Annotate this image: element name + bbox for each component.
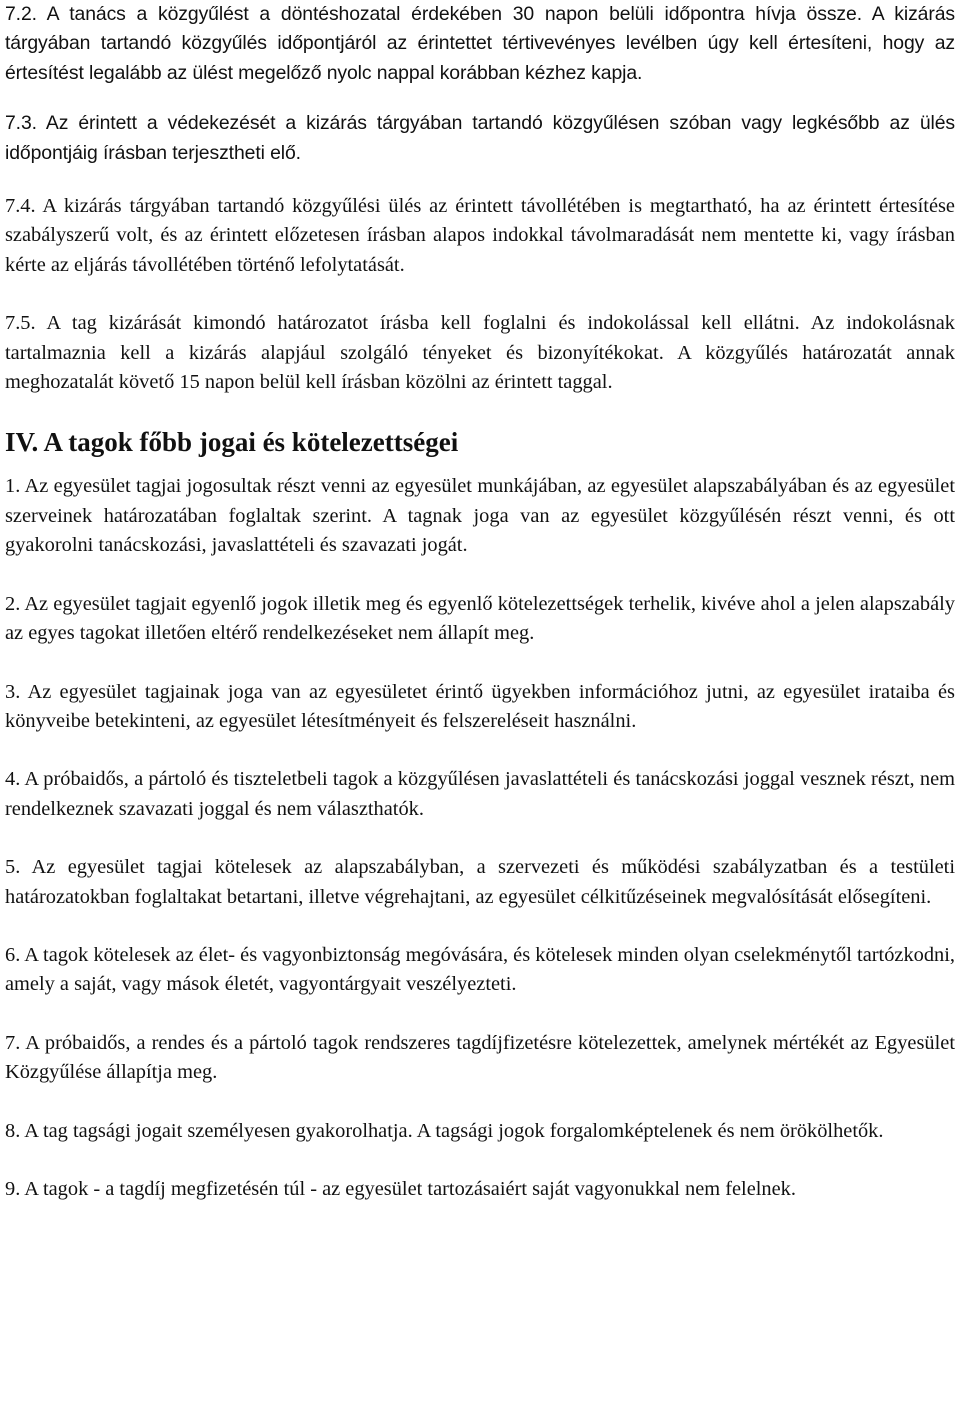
paragraph-7-2: 7.2. A tanács a közgyűlést a döntéshozatal érdekében 30 napon belüli időpontra hívja össze. A kizárás tárgyában tartandó közgyűlés időpontjáról az érintettet tértivevényes levélben úgy kell értesíteni, hogy az értesítést legalább az ülést megelőző nyolc nappal korábban kézhez kapja.	[5, 3, 955, 84]
rights-item-9: 9. A tagok - a tagdíj megfizetésén túl - az egyesület tartozásaiért saját vagyonukkal nem felelnek.	[5, 1177, 796, 1200]
rights-item-5: 5. Az egyesület tagjai kötelesek az alapszabályban, a szervezeti és működési szabályzatban és a testületi határozatokban foglaltakat betartani, illetve végrehajtani, az egyesület célkitűzéseinek megvalósítását elősegíteni.	[5, 856, 955, 908]
document-page	[5, 0, 955, 1204]
paragraph-7-4: 7.4. A kizárás tárgyában tartandó közgyűlési ülés az érintett távollétében is megtartható, ha az érintett értesítése szabályszerű volt, és az érintett előzetesen írásban alapos indokkal távolmaradását nem mentette ki, vagy írásban kérte az eljárás távollétében történő lefolytatását.	[5, 195, 955, 276]
paragraph-7-5: 7.5. A tag kizárását kimondó határozatot írásba kell foglalni és indokolással kell ellátni. Az indokolásnak tartalmaznia kell a kizárás alapjául szolgáló tényeket és bizonyítékokat. A közgyűlés határozatát annak meghozatalát követő 15 napon belül kell írásban közölni az érintett taggal.	[5, 312, 955, 394]
section-heading-iv: IV. A tagok főbb jogai és kötelezettségei	[5, 427, 459, 458]
rights-item-1: 1. Az egyesület tagjai jogosultak részt venni az egyesület munkájában, az egyesület alapszabályában és az egyesület szerveinek határozatában foglaltak szerint. A tagnak joga van az egyesület közgyűlésén részt venni, és ott gyakorolni tanácskozási, javaslattételi és szavazati jogát.	[5, 475, 955, 557]
rights-item-7: 7. A próbaidős, a rendes és a pártoló tagok rendszeres tagdíjfizetésre kötelezettek, amelynek mértékét az Egyesület Közgyűlése állapítja meg.	[5, 1031, 955, 1084]
paragraph-7-3: 7.3. Az érintett a védekezését a kizárás tárgyában tartandó közgyűlésen szóban vagy legkésőbb az ülés időpontjáig írásban terjesztheti elő.	[5, 112, 955, 164]
rights-item-3: 3. Az egyesület tagjainak joga van az egyesületet érintő ügyekben információhoz jutni, az egyesület irataiba és könyveibe betekinteni, az egyesület létesítményeit és felszereléseit használni.	[5, 680, 955, 732]
rights-item-6: 6. A tagok kötelesek az élet- és vagyonbiztonság megóvására, és kötelesek minden olyan cselekménytől tartózkodni, amely a saját, vagy mások életét, vagyontárgyait veszélyezteti.	[5, 943, 955, 996]
rights-item-4: 4. A próbaidős, a pártoló és tiszteletbeli tagok a közgyűlésen javaslattételi és tanácskozási joggal vesznek részt, nem rendelkeznek szavazati joggal és nem választhatók.	[5, 768, 955, 820]
rights-item-2: 2. Az egyesület tagjait egyenlő jogok illetik meg és egyenlő kötelezettségek terhelik, kivéve ahol a jelen alapszabály az egyes tagokat illetően eltérő rendelkezéseket nem állapít meg.	[5, 592, 955, 645]
rights-item-8: 8. A tag tagsági jogait személyesen gyakorolhatja. A tagsági jogok forgalomképtelenek és nem örökölhetők.	[5, 1119, 884, 1142]
